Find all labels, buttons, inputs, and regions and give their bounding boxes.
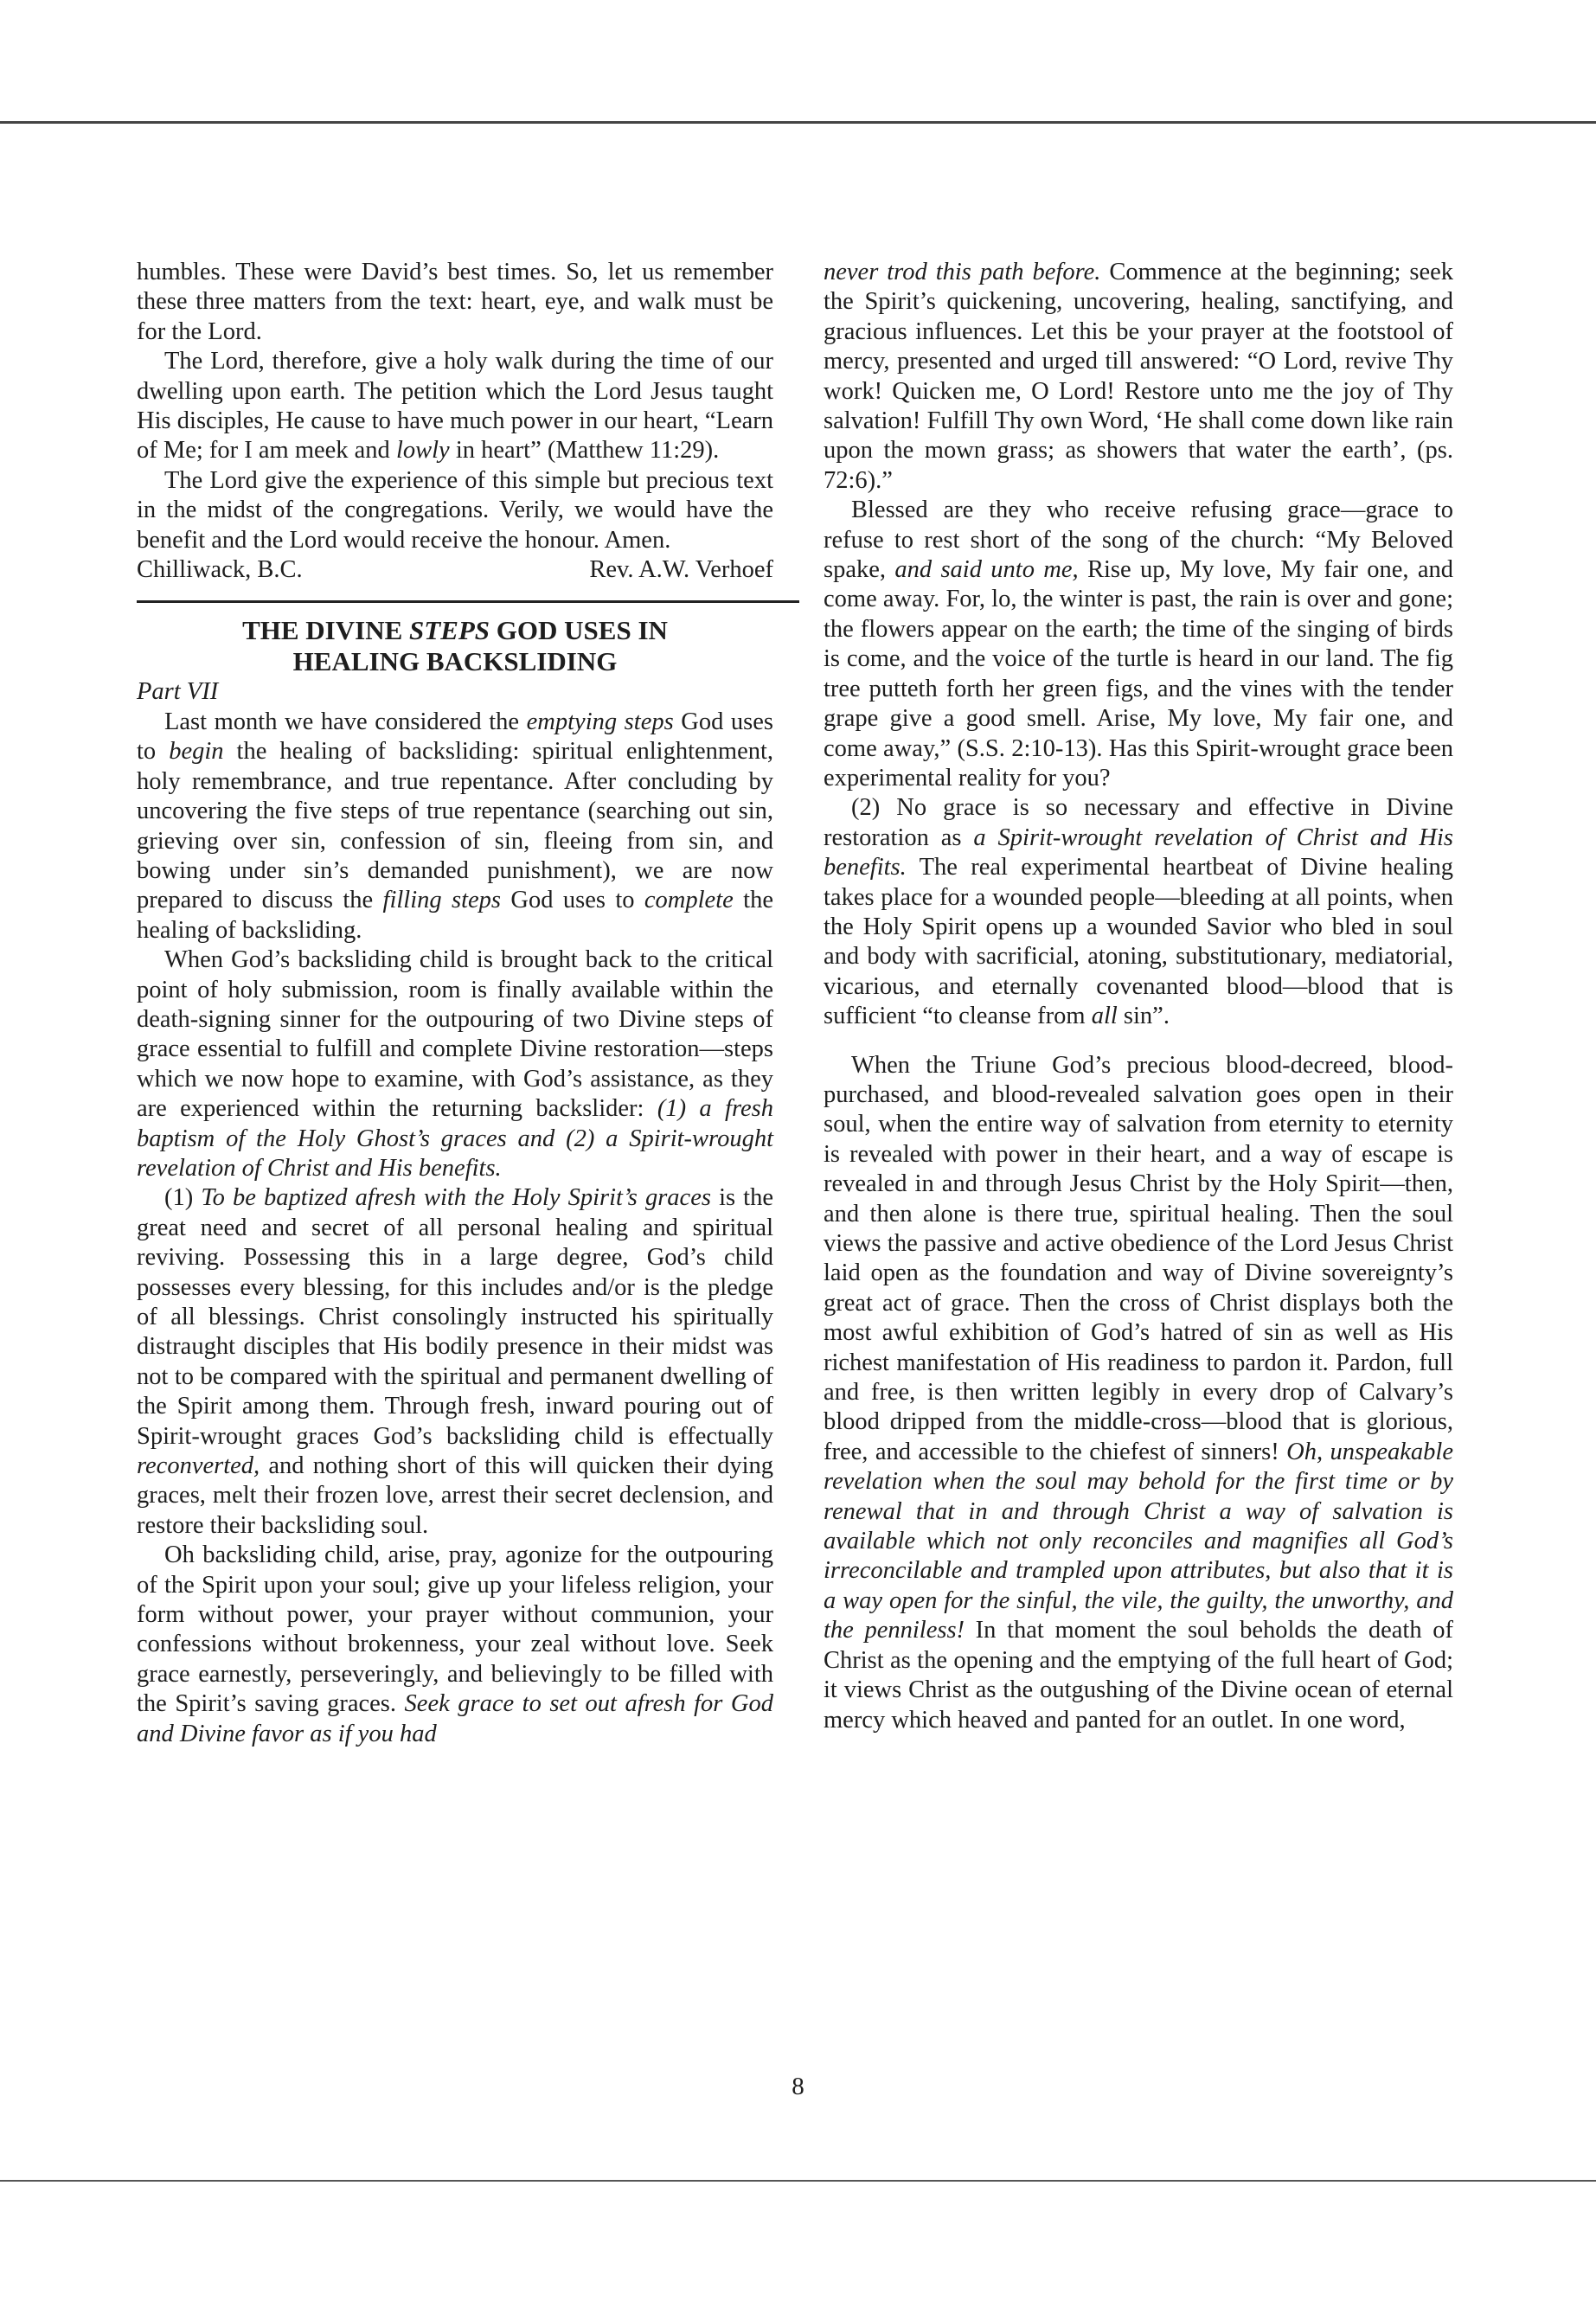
article-title: THE DIVINE STEPS GOD USES IN HEALING BACKSLIDING [242, 615, 668, 677]
signature-author: Rev. A.W. Verhoef [589, 556, 773, 584]
paragraph: never trod this path before. Commence at the beginning; seek the Spirit’s quickening, uncovering, healing, sanctifying, and gracious influences. Let this be your prayer at the footstool of mercy, presented and urged till answered: “O Lord, revive Thy work! Quicken me, O Lord! Restore unto me the joy of Thy salvation! Fulfill Thy own Word, ‘He shall come down like rain upon the mown grass; as showers that water the earth’, (ps. 72:6).” [824, 259, 1453, 494]
paragraph: The Lord, therefore, give a holy walk during the time of our dwelling upon earth. The petition which the Lord Jesus taught His disciples, He cause to have much power in our heart, “Learn of Me; for I am meek and lowly in heart” (Matthew 11:29). [137, 348, 773, 465]
paragraph: The Lord give the experience of this simple but precious text in the midst of the congregations. Verily, we would have the benefit and the Lord would receive the honour. Amen. [137, 466, 773, 554]
paragraph: When God’s backsliding child is brought back to the critical point of holy submission, room is finally available within the death-signing sinner for the outpouring of two Divine steps of grace essential to fulfill and complete Divine restoration—steps which we now hope to examine, with God’s assistance, as they are experienced within the returning backslider: (1) a fresh baptism of the Holy Ghost’s graces and (2) a Spirit-wrought revelation of Christ and His benefits. [137, 946, 773, 1182]
paragraph: (2) No grace is so necessary and effective in Divine restoration as a Spirit-wrought revelation of Christ and His benefits. The real experimental heartbeat of Divine healing takes place for a wounded people—bleeding at all points, when the Holy Spirit opens up a wounded Savior who bled in soul and body with sacrificial, atoning, substitutionary, mediatorial, vicarious, and eternally covenanted blood—blood that is sufficient “to cleanse from all sin”. [824, 794, 1453, 1030]
right-column [824, 258, 1453, 1735]
paragraph: When the Triune God’s precious blood-decreed, blood-purchased, and blood-revealed salvation goes open in their soul, when the entire way of salvation from eternity to eternity is revealed with power in their heart, and a way of escape is revealed in and through Jesus Christ by the Holy Spirit—then, and then alone is there true, spiritual healing. Then the soul views the passive and active obedience of the Lord Jesus Christ laid open as the foundation and way of Divine sovereignty’s great act of grace. Then the cross of Christ displays both the most awful exhibition of God’s hatred of sin as well as His richest manifestation of His readiness to pardon it. Pardon, full and free, is then written legibly in every drop of Calvary’s blood dripped from the middle-cross—blood that is glorious, free, and accessible to the chiefest of sinners! Oh, unspeakable revelation when the soul may behold for the first time or by renewal that in and through Christ a way of salvation is available which not only reconciles and magnifies all God’s irreconcilable and trampled upon attributes, but also that it is a way open for the sinful, the vile, the guilty, the unworthy, and the penniless! In that moment the soul beholds the death of Christ as the opening and the emptying of the full heart of God; it views Christ as the outgushing of the Divine ocean of eternal mercy which heaved and panted for an outlet. In one word, [824, 1051, 1453, 1734]
paragraph: Oh backsliding child, arise, pray, agonize for the outpouring of the Spirit upon your soul; give up your lifeless religion, your form without power, your prayer without communion, your confessions without brokenness, your zeal without love. Seek grace earnestly, perseveringly, and believingly to be filled with the Spirit’s saving graces. Seek grace to set out afresh for God and Divine favor as if you had [137, 1541, 773, 1747]
paragraph: (1) To be baptized afresh with the Holy Spirit’s graces is the great need and secret of all personal healing and spiritual reviving. Possessing this in a large degree, God’s child possesses every blessing, for this includes and/or is the pledge of all blessings. Christ consolingly instructed his spiritually distraught disciples that His bodily presence in their midst was not to be compared with the spiritual and permanent dwelling of the Spirit among them. Through fresh, inward pouring out of Spirit-wrought graces God’s backsliding child is effectually reconverted, and nothing short of this will quicken their dying graces, melt their frozen love, arrest their secret declension, and restore their backsliding soul. [137, 1184, 774, 1539]
paragraph: humbles. These were David’s best times. So, let us remember these three matters from the text: heart, eye, and walk must be for the Lord. [137, 259, 773, 345]
signature-line [137, 555, 773, 585]
section-divider [137, 600, 799, 603]
bottom-scan-edge [0, 2180, 1596, 2182]
paragraph: Last month we have considered the emptying steps God uses to begin the healing of backsliding: spiritual enlightenment, holy remembrance, and true repentance. After concluding by uncovering the five steps of true repentance (searching out sin, grieving over sin, confession of sin, fleeing from sin, and bowing under sin’s demanded punishment), we are now prepared to discuss the filling steps God uses to complete the healing of backsliding. [137, 708, 774, 944]
top-scan-edge [0, 121, 1596, 124]
paragraph: Blessed are they who receive refusing grace—grace to refuse to rest short of the song of the church: “My Beloved spake, and said unto me, Rise up, My love, My fair one, and come away. For, lo, the winter is past, the rain is over and gone; the flowers appear on the earth; the time of the singing of birds is come, and the voice of the turtle is heard in our land. The fig tree putteth forth her green figs, and the vines with the tender grape give a good smell. Arise, My love, My fair one, and come away,” (S.S. 2:10-13). Has this Spirit-wrought grace been experimental reality for you? [824, 497, 1453, 792]
left-column [137, 258, 773, 1749]
signature-place: Chilliwack, B.C. [137, 556, 303, 584]
part-label: Part VII [137, 678, 219, 706]
page-number: 8 [792, 2073, 804, 2100]
